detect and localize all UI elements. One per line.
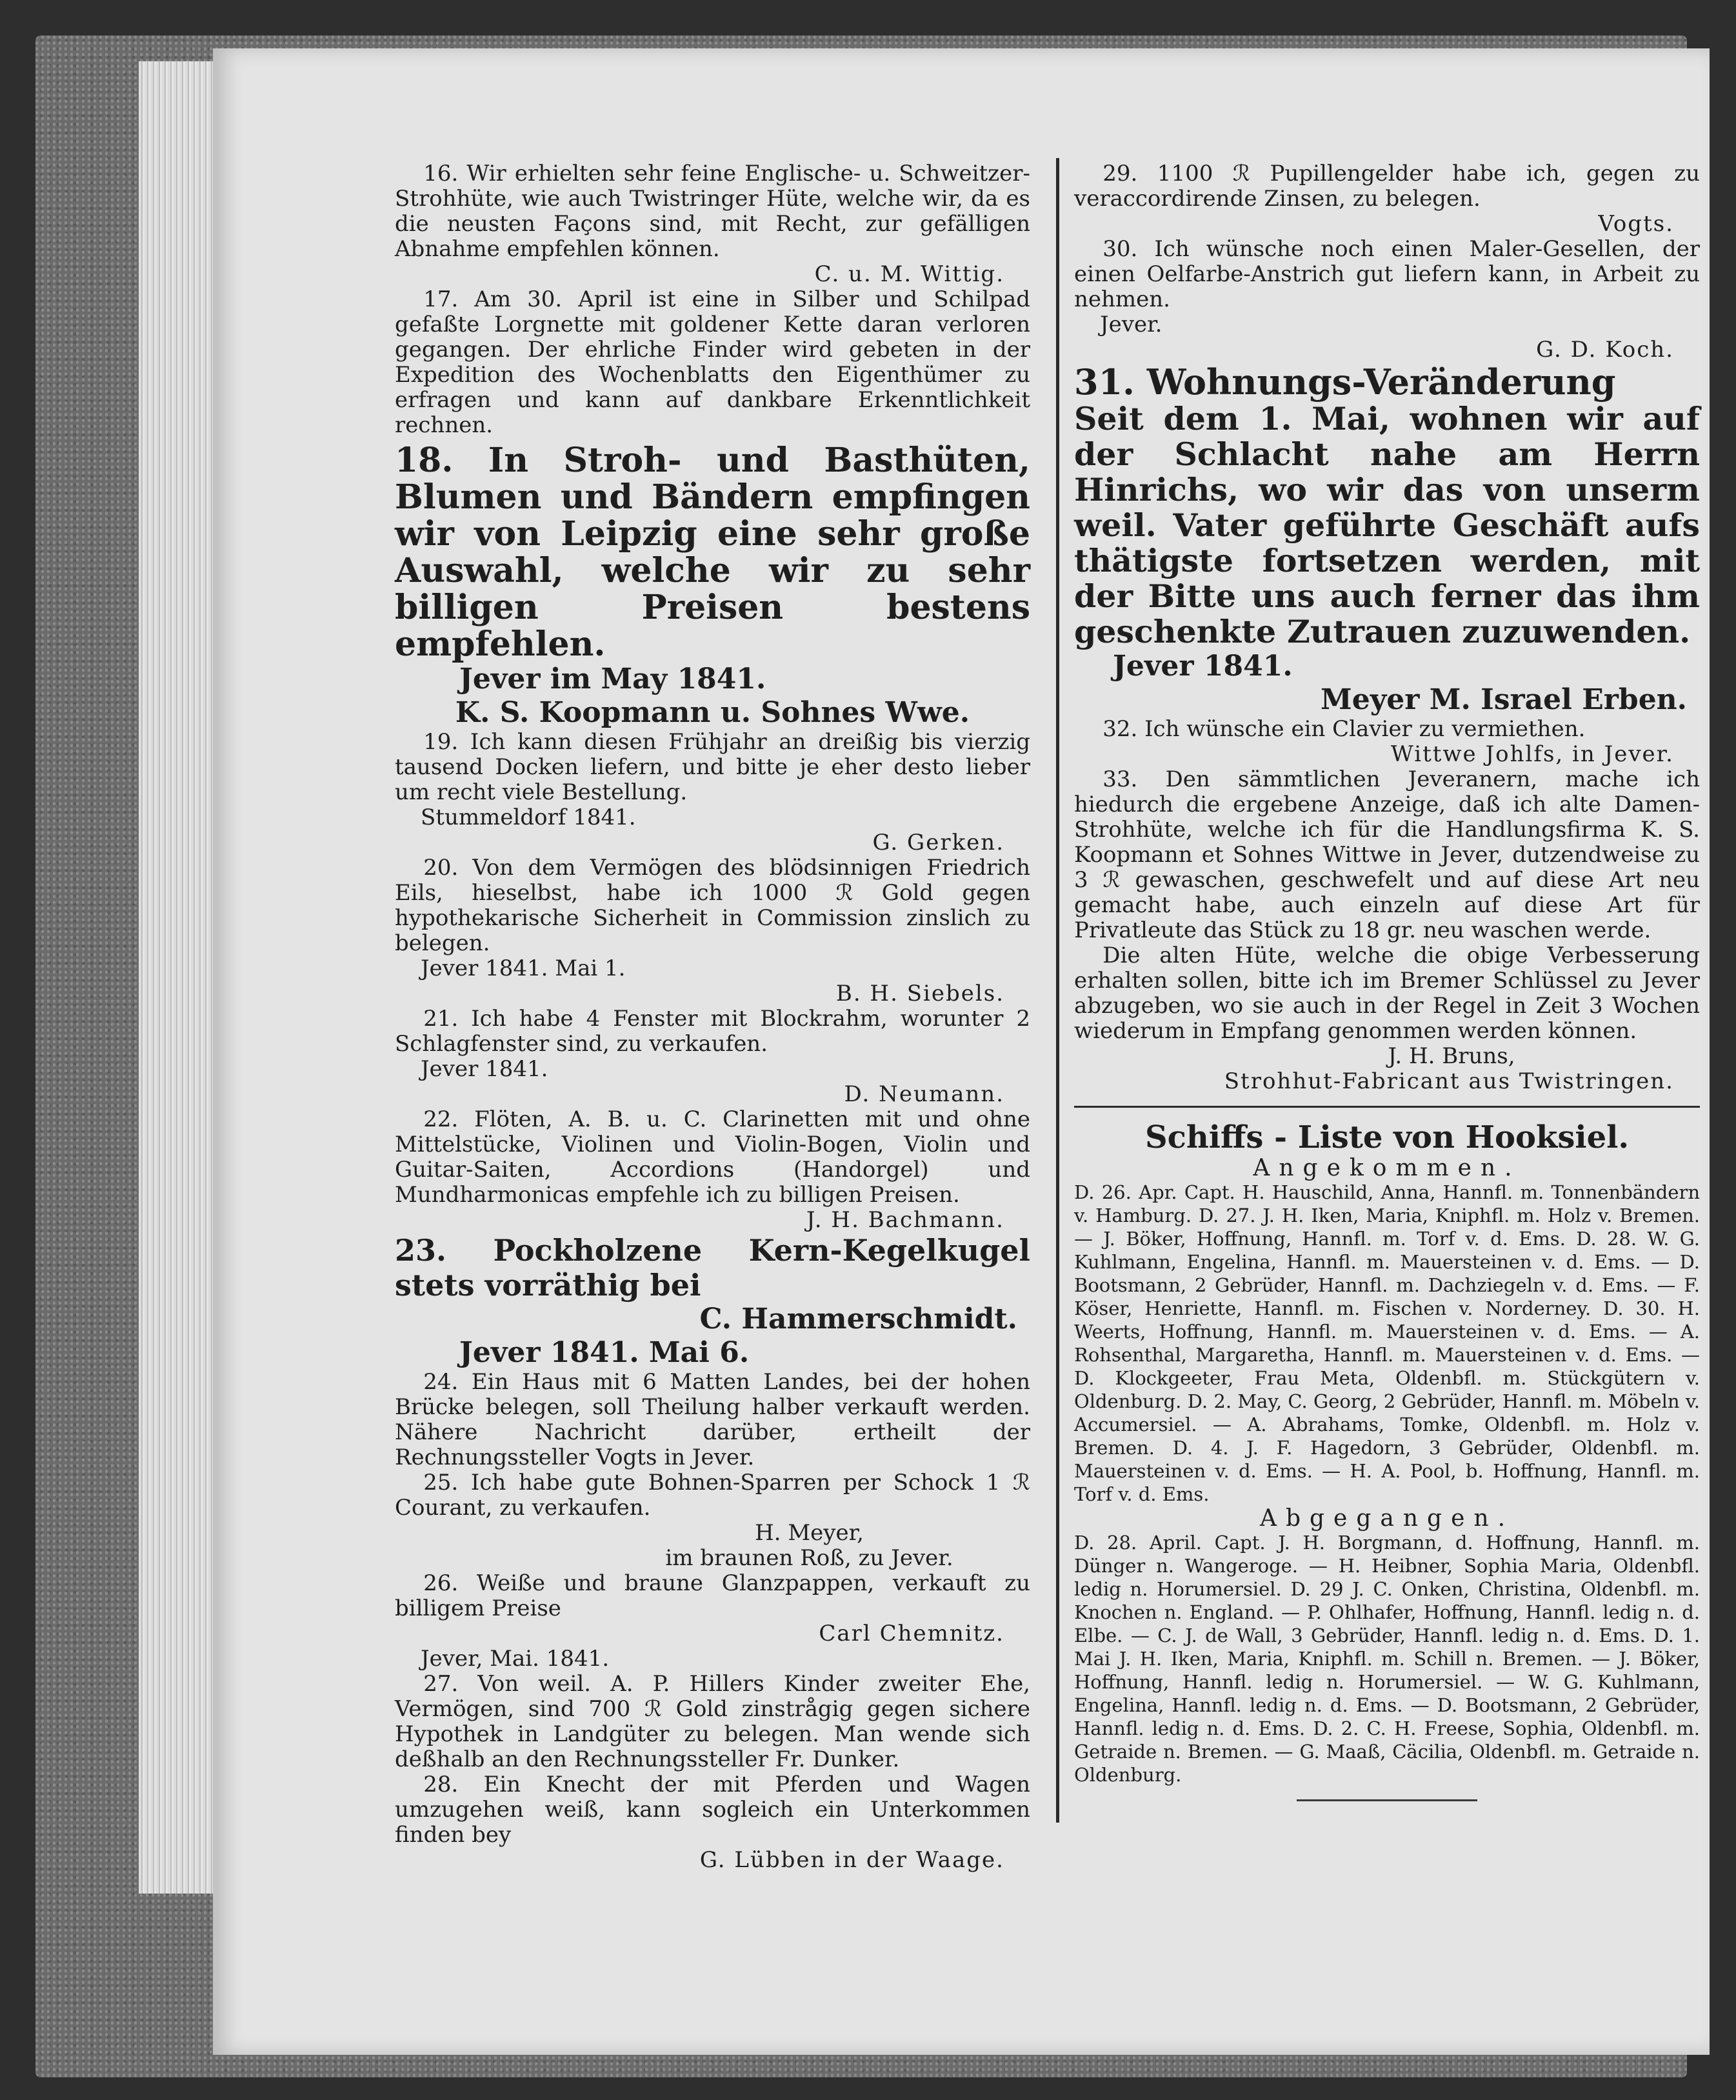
ad-25: 25. Ich habe gute Bohnen-Sparren per Schock 1 ℛ Courant, zu verkaufen. — [395, 1470, 1030, 1521]
ad-19: 19. Ich kann diesen Frühjahr an dreißig bis vierzig tausend Docken liefern, und bitte je eher desto lieber um recht viele Bestellung. — [395, 729, 1030, 805]
ad-23-place: Jever 1841. Mai 6. — [459, 1336, 750, 1369]
ad-31-heading: 31. Wohnungs-Veränderung — [1074, 361, 1616, 403]
ad-29: 29. 1100 ℛ Pupillengelder habe ich, gegen zu veraccordirende Zinsen, zu belegen. — [1074, 161, 1700, 212]
ad-30-place: Jever. — [1100, 312, 1162, 337]
end-rule — [1297, 1799, 1477, 1801]
arrived-label: Angekommen. — [1253, 1155, 1521, 1181]
ad-20: 20. Von dem Vermögen des blödsinnigen Friedrich Eils, hieselbst, habe ich 1000 ℛ Gold gegen hypothekarische Sicherheit in Commission zinslich zu belegen. — [395, 855, 1030, 956]
ad-20-signature: B. H. Siebels. — [835, 981, 1004, 1006]
ad-29-signature: Vogts. — [1598, 211, 1674, 237]
ad-18-place: Jever im May 1841. — [459, 663, 766, 695]
ad-21: 21. Ich habe 4 Fenster mit Blockrahm, worunter 2 Schlagfenster sind, zu verkaufen. — [395, 1006, 1030, 1057]
ad-22-signature: J. H. Bachmann. — [806, 1207, 1004, 1233]
ad-31: Seit dem 1. Mai, wohnen wir auf der Schlacht nahe am Herrn Hinrichs, wo wir das von unserm weil. Vater geführte Geschäft aufs thätigste fortsetzen werden, mit der Bitte uns auch ferner das ihm geschenkte Zutrauen zuzuwenden. — [1074, 400, 1700, 650]
ad-30: 30. Ich wünsche noch einen Maler-Gesellen, der einen Oelfarbe-Anstrich gut liefern kann, in Arbeit zu nehmen. — [1074, 236, 1700, 312]
ad-20-place: Jever 1841. Mai 1. — [421, 955, 626, 981]
column-divider — [1056, 158, 1059, 1823]
ad-21-place: Jever 1841. — [421, 1056, 548, 1082]
ad-23-signature: C. Hammerschmidt. — [699, 1303, 1017, 1335]
ad-31-signature: Meyer M. Israel Erben. — [1321, 683, 1687, 716]
ad-19-place: Stummeldorf 1841. — [421, 805, 636, 830]
ad-31-place: Jever 1841. — [1113, 650, 1293, 683]
arrived-list: D. 26. Apr. Capt. H. Hauschild, Anna, Hannfl. m. Tonnenbändern v. Hamburg. D. 27. J. H. Iken, Maria, Kniphfl. m. Holz v. Bremen. — J. Böker, Hoffnung, Hannfl. m. Torf v. d. Ems. D. 28. W. G. Kuhlmann, Engelina, Hannfl. m. Mauersteinen v. d. Ems. — D. Bootsmann, 2 Gebrüder, Hannfl. m. Dachziegeln v. d. Ems. — F. Köser, Henriette, Hannfl. m. Fischen v. Norderney. D. 30. H. Weerts, Hoffnung, Hannfl. m. Mauersteinen v. d. Ems. — A. Rohsenthal, Margaretha, Hannfl. m. Mauersteinen v. d. Ems. — D. Klockgeeter, Frau Meta, Oldenbfl. m. Stückgütern v. Oldenburg. D. 2. May, C. Georg, 2 Gebrüder, Hannfl. m. Möbeln v. Accumersiel. — A. Abrahams, Tomke, Oldenbfl. m. Holz v. Bremen. D. 4. J. F. Hagedorn, 3 Gebrüder, Oldenbfl. m. Mauersteinen v. d. Ems. — H. A. Pool, b. Hoffnung, Hannfl. m. Torf v. d. Ems. — [1074, 1181, 1700, 1505]
ad-18-signature: K. S. Koopmann u. Sohnes Wwe. — [455, 696, 970, 729]
ad-23: 23. Pockholzene Kern-Kegelkugel stets vorräthig bei — [395, 1233, 1030, 1303]
ad-21-signature: D. Neumann. — [844, 1081, 1004, 1107]
ad-32-signature: Wittwe Johlfs, in Jever. — [1390, 741, 1674, 767]
ad-28: 28. Ein Knecht der mit Pferden und Wagen umzugehen weiß, kann sogleich ein Unterkommen finden bey — [395, 1772, 1030, 1848]
ad-25-address: im braunen Roß, zu Jever. — [665, 1545, 953, 1571]
ad-25-signature: H. Meyer, — [755, 1520, 864, 1546]
ad-32: 32. Ich wünsche ein Clavier zu vermiethen. — [1102, 716, 1586, 742]
ad-24: 24. Ein Haus mit 6 Matten Landes, bei der hohen Brücke belegen, soll Theilung halber verkauft werden. Nähere Nachricht darüber, ertheilt der Rechnungssteller Vogts in Jever. — [395, 1369, 1030, 1470]
ad-33-signature-title: Strohhut-Fabricant aus Twistringen. — [1224, 1068, 1674, 1094]
ad-17: 17. Am 30. April ist eine in Silber und Schilpad gefaßte Lorgnette mit goldener Kette daran verloren gegangen. Der ehrliche Finder wird gebeten in der Expedition des Wochenblatts den Eigenthümer zu erfragen und kann auf dankbare Erkenntlichkeit rechnen. — [395, 286, 1030, 438]
section-rule — [1074, 1106, 1700, 1108]
ad-33-signature: J. H. Bruns, — [1388, 1043, 1515, 1069]
ad-30-signature: G. D. Koch. — [1536, 337, 1674, 363]
departed-label: Abgegangen. — [1259, 1505, 1515, 1532]
right-column — [1074, 161, 1700, 1801]
ad-26-signature: Carl Chemnitz. — [819, 1621, 1004, 1646]
ad-33: 33. Den sämmtlichen Jeveranern, mache ich hiedurch die ergebene Anzeige, daß ich alte Damen-Strohhüte, welche ich für die Handlungsfirma K. S. Koopmann et Sohnes Wittwe in Jever, dutzendweise zu 3 ℛ gewaschen, geschwefelt und auf diese Art neu gemacht habe, auch einzeln auf diese Art für Privatleute das Stück zu 18 gr. neu waschen werde. — [1074, 766, 1700, 943]
ad-26: 26. Weiße und braune Glanzpappen, verkauft zu billigem Preise — [395, 1570, 1030, 1621]
departed-list: D. 28. April. Capt. J. H. Borgmann, d. Hoffnung, Hannfl. m. Dünger n. Wangeroge. — H. Heibner, Sophia Maria, Oldenbfl. ledig n. Horumersiel. D. 29 J. C. Onken, Christina, Oldenbfl. m. Knochen n. England. — P. Ohlhafer, Hoffnung, Hannfl. ledig n. d. Elbe. — C. J. de Wall, 3 Gebrüder, Hannfl. ledig n. d. Ems. D. 1. Mai J. H. Iken, Maria, Kniphfl. m. Schill n. Bremen. — J. Böker, Hoffnung, Hannfl. ledig n. Horumersiel. — W. G. Kuhlmann, Engelina, Hannfl. ledig n. d. Ems. — D. Bootsmann, 2 Gebrüder, Hannfl. ledig n. d. Ems. D. 2. C. H. Freese, Sophia, Oldenbfl. m. Getraide n. Bremen. — G. Maaß, Cäcilia, Oldenbfl. m. Getraide n. Oldenburg. — [1074, 1532, 1700, 1786]
ship-list-title: Schiffs - Liste von Hooksiel. — [1144, 1119, 1630, 1155]
ad-22: 22. Flöten, A. B. u. C. Clarinetten mit und ohne Mittelstücke, Violinen und Violin-Bogen, Violin und Guitar-Saiten, Accordions (Handorgel) und Mundharmonicas empfehle ich zu billigen Preisen. — [395, 1106, 1030, 1208]
ad-18: 18. In Stroh- und Basthüten, Blumen und Bändern empfingen wir von Leipzig eine sehr große Auswahl, welche wir zu sehr billigen Preisen bestens empfehlen. — [395, 441, 1030, 664]
left-column — [395, 161, 1030, 1873]
ad-28-signature: G. Lübben in der Waage. — [699, 1847, 1004, 1873]
ad-27: 27. Von weil. A. P. Hillers Kinder zweiter Ehe, Vermögen, sind 700 ℛ Gold zinstrågig gegen sichere Hypothek in Landgüter zu belegen. Man wende sich deßhalb an den Rechnungssteller Fr. Dunker. — [395, 1671, 1030, 1772]
ad-16-signature: C. u. M. Wittig. — [814, 261, 1004, 287]
ad-16: 16. Wir erhielten sehr feine Englische- u. Schweitzer-Strohhüte, wie auch Twistringer Hüte, welche wir, da es die neusten Façons sind, mit Recht, zur gefälligen Abnahme empfehlen können. — [395, 161, 1030, 262]
ad-26-place: Jever, Mai. 1841. — [421, 1646, 610, 1672]
ad-33-continued: Die alten Hüte, welche die obige Verbesserung erhalten sollen, bitte ich im Bremer Schlüssel zu Jever abzugeben, wo sie auch in der Regel in Zeit 3 Wochen wiederum in Empfang genommen werden können. — [1074, 943, 1700, 1044]
ad-19-signature: G. Gerken. — [872, 830, 1004, 855]
